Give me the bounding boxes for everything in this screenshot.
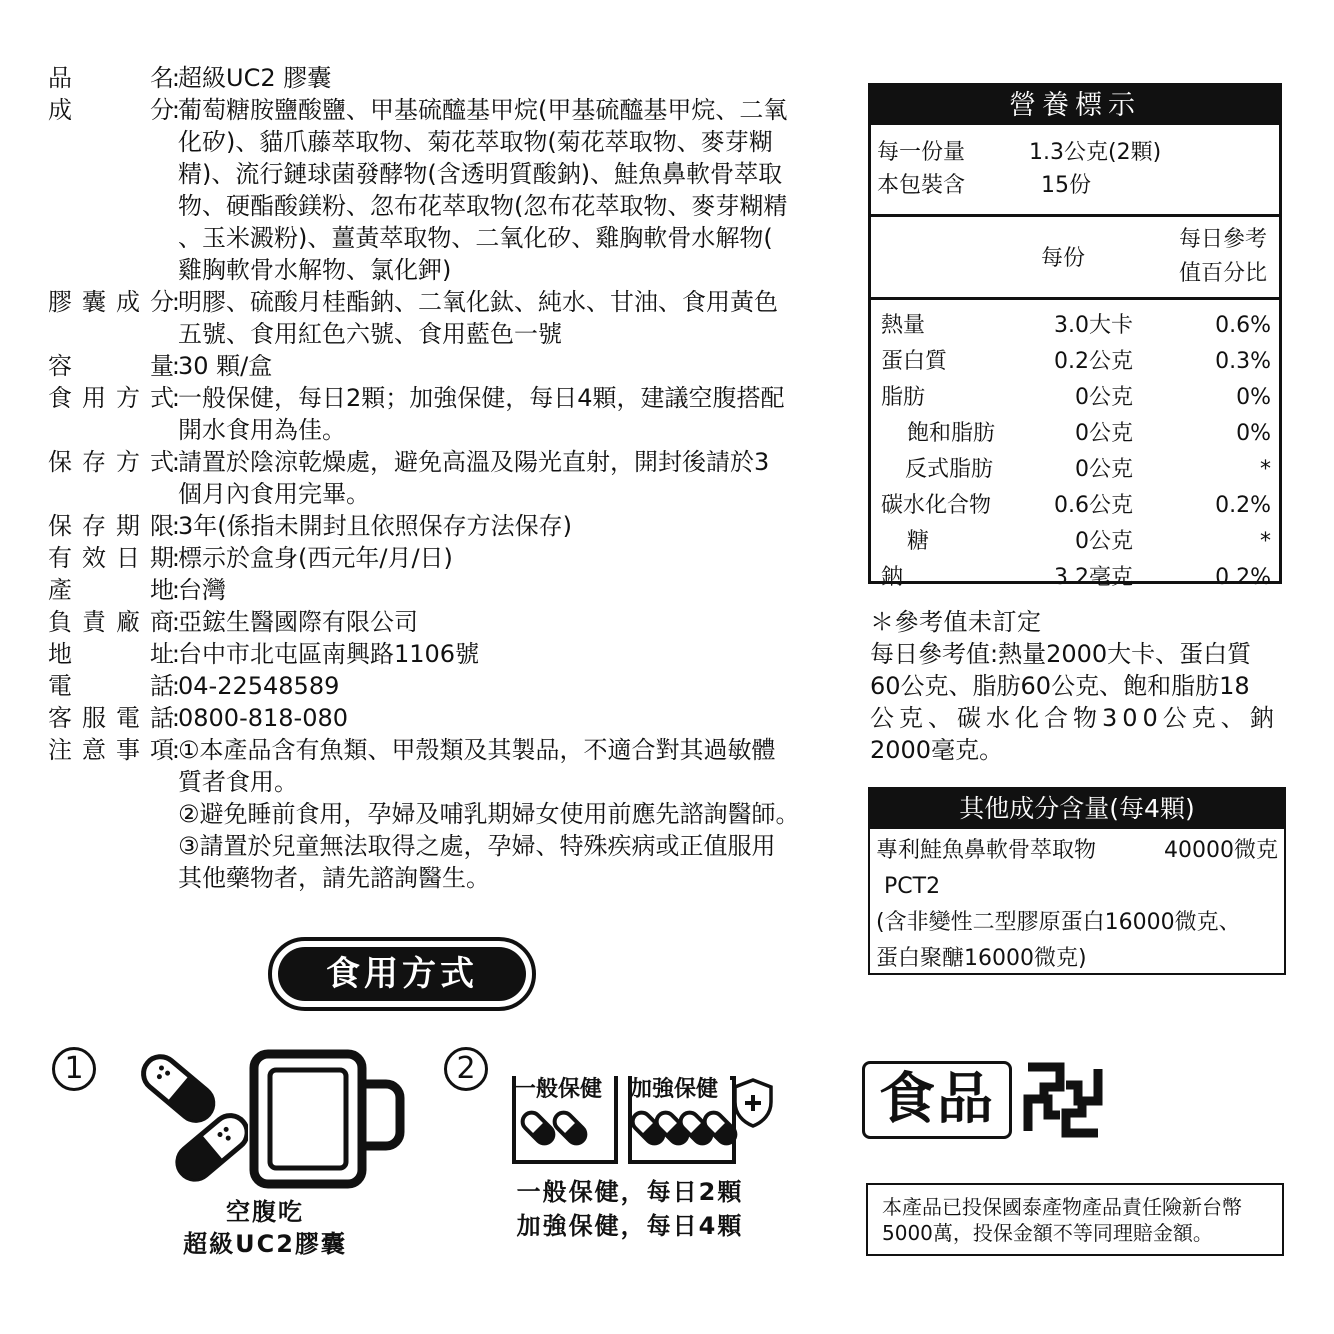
spec-label-colon: : [171,608,180,636]
spec-label-colon: : [171,704,180,732]
step-1-caption-line1: 空腹吃 [226,1198,304,1226]
spec-label-colon: : [171,288,180,316]
nutrient-amount: 0公克 [1075,529,1133,554]
nutrient-name: 熱量 [881,313,926,338]
spec-row-phone [48,670,823,702]
nutrient-name: 脂肪 [881,385,926,410]
spec-label [48,286,180,318]
spec-label-char: 產 [48,576,72,604]
spec-value-line: 精)、流行鏈球菌發酵物(含透明質酸鈉)、鮭魚鼻軟骨萃取 [178,160,783,188]
nutrient-daily-percent: 0% [1236,421,1271,446]
nutrition-row [871,560,1279,596]
spec-label-colon: : [171,512,180,540]
spec-row-name [48,62,823,94]
spec-label [48,94,180,126]
nutrition-rows [871,300,1279,596]
step-1-caption-line2: 超級UC2膠囊 [183,1230,347,1258]
step-2-caption-line2: 加強保健，每日4顆 [516,1212,744,1240]
spec-label-colon: : [171,544,180,572]
spec-label-char: 服 [82,704,106,732]
spec-value: 04-22548589 [178,672,340,700]
spec-label-char: 用 [82,384,106,412]
general-care-label: 一般保健 [514,1077,603,1102]
nutrient-name: 反式脂肪 [905,457,994,482]
enhanced-care-label: 加強保健 [630,1077,719,1102]
spec-label [48,606,180,638]
spec-value: 0800-818-080 [178,704,349,732]
spec-label [48,350,180,382]
spec-label-char: 有 [48,544,72,572]
nutrient-name: 飽和脂肪 [907,421,996,446]
step-2-caption-line1: 一般保健，每日2顆 [516,1178,744,1206]
spec-value-line: 葡萄糖胺鹽酸鹽、甲基硫醯基甲烷(甲基硫醯基甲烷、二氧 [178,96,788,124]
capsule-icon [128,1040,248,1190]
spec-label-char: 客 [48,704,72,732]
product-spec-list [48,62,823,894]
spec-label-char: 成 [116,288,140,316]
spec-label-char: 電 [48,672,72,700]
serving-label: 每一份量 [877,140,966,165]
spec-value: 標示於盒身(西元年/月/日) [178,544,453,572]
nutrient-name: 糖 [907,529,930,554]
nutrient-daily-percent: * [1260,457,1271,482]
mug-icon [248,1048,408,1194]
spec-label-char: 存 [82,512,106,540]
spec-label-char: 囊 [82,288,106,316]
spec-label [48,670,180,702]
spec-label-char: 址 [150,640,174,668]
spec-value-line: ②避免睡前食用，孕婦及哺乳期婦女使用前應先諮詢醫師。 [178,800,800,828]
spec-label-colon: : [171,640,180,668]
insurance-line2: 5000萬，投保金額不等同理賠金額。 [882,1221,1213,1245]
spec-value-line: 一般保健，每日2顆；加強保健，每日4顆，建議空腹搭配 [178,384,785,412]
spec-value: 亞鋐生醫國際有限公司 [178,608,418,636]
nutrient-daily-percent: 0% [1236,385,1271,410]
spec-label-char: 品 [48,64,72,92]
spec-value-line: 開水食用為佳。 [178,416,346,444]
reference-values [870,606,1290,766]
spec-label [48,510,180,542]
step-2-caption [500,1175,760,1243]
spec-label-char: 存 [82,448,106,476]
spec-label-char: 話 [150,672,174,700]
spec-label-char: 地 [150,576,174,604]
spec-label [48,574,180,606]
spec-value-line: 化矽)、貓爪藤萃取物、菊花萃取物(菊花萃取物、麥芽糊 [178,128,773,156]
other-ingredients-box [868,787,1286,975]
spec-row-expiry [48,542,823,574]
nutrient-name: 碳水化合物 [881,493,992,518]
spec-label-char: 地 [48,640,72,668]
usage-title-badge [268,937,536,1011]
serving-value: 1.3公克(2顆) [1029,140,1162,165]
spec-value-line: 五號、食用紅色六號、食用藍色一號 [178,320,562,348]
step-1-caption [160,1196,370,1260]
nutrient-daily-percent: * [1260,529,1271,554]
spec-label [48,62,180,94]
per-pack-value: 15份 [1041,173,1091,198]
nutrition-row [871,380,1279,416]
spec-label-char: 限 [150,512,174,540]
per-pack-label: 本包裝含 [877,173,966,198]
other-ingredients-title: 其他成分含量(每4顆) [870,789,1284,829]
reference-line: 2000毫克。 [870,736,1004,764]
spec-label-char: 方 [116,448,140,476]
spec-label-char: 膠 [48,288,72,316]
spec-value-line: 其他藥物者，請先諮詢醫生。 [178,864,490,892]
spec-label-char: 分 [150,96,174,124]
spec-value-line: 明膠、硫酸月桂酯鈉、二氧化鈦、純水、甘油、食用黃色 [178,288,778,316]
other-ingredient-amount: 40000微克 [1164,838,1278,863]
spec-label-colon: : [171,736,180,764]
spec-label-char: 式 [150,448,174,476]
spec-label [48,734,180,766]
insurance-notice [866,1183,1284,1256]
spec-row-usage [48,382,823,446]
spec-label-char: 期 [150,544,174,572]
spec-label-char: 保 [48,448,72,476]
nutrient-daily-percent: 0.2% [1215,493,1271,518]
spec-label-colon: : [171,576,180,604]
spec-label-char: 廠 [116,608,140,636]
nutrient-daily-percent: 0.3% [1215,349,1271,374]
food-category-mark: 食品 [862,1061,1012,1139]
spec-row-capsule [48,286,823,350]
nutrient-name: 蛋白質 [881,349,948,374]
spec-label-colon: : [171,672,180,700]
spec-value-line: 質者食用。 [178,768,298,796]
nutrient-amount: 3.2毫克 [1054,565,1133,590]
spec-label-char: 分 [150,288,174,316]
spec-row-notes [48,734,823,894]
step-1-number: 1 [52,1047,96,1091]
nutrition-row [871,524,1279,560]
col-daily-value [1179,223,1267,291]
spec-label-char: 名 [150,64,174,92]
nutrient-amount: 3.0大卡 [1054,313,1133,338]
spec-label-colon: : [171,448,180,476]
nutrient-amount: 0.2公克 [1054,349,1133,374]
nutrition-row [871,308,1279,344]
spec-row-ingredients [48,94,823,286]
nutrition-title: 營養標示 [871,86,1279,125]
spec-label-char: 保 [48,512,72,540]
spec-label-char: 效 [82,544,106,572]
shield-plus-icon [730,1076,776,1130]
spec-value: 30 顆/盒 [178,352,273,380]
nutrition-row [871,488,1279,524]
spec-label [48,638,180,670]
spec-value: 3年(係指未開封且依照保存方法保存) [178,512,572,540]
spec-value-line: ①本產品含有魚類、甲殼類及其製品，不適合對其過敏體 [178,736,776,764]
spec-value: 超級UC2 膠囊 [178,64,332,92]
nutrition-row [871,416,1279,452]
spec-row-shelf-life [48,510,823,542]
spec-value-line: 雞胸軟骨水解物、氯化鉀) [178,256,452,284]
nutrient-daily-percent: 0.6% [1215,313,1271,338]
spec-label-char: 意 [82,736,106,764]
nutrient-amount: 0公克 [1075,457,1133,482]
spec-row-origin [48,574,823,606]
spec-label-char: 話 [150,704,174,732]
spec-label-char: 日 [116,544,140,572]
spec-label-char: 責 [82,608,106,636]
spec-label-char: 商 [150,608,174,636]
nutrition-column-headers [871,217,1279,300]
spec-label-char: 方 [116,384,140,412]
spec-label-char: 容 [48,352,72,380]
spec-label-colon: : [171,96,180,124]
other-ingredient-item: 專利鮭魚鼻軟骨萃取物 [876,838,1097,863]
col-daily-line1: 每日參考 [1178,227,1267,252]
col-daily-line2: 值百分比 [1178,261,1267,286]
other-ingredient-line: PCT2 [884,874,941,899]
spec-label-colon: : [171,352,180,380]
nutrient-amount: 0.6公克 [1054,493,1133,518]
spec-label [48,382,180,414]
spec-label-char: 期 [116,512,140,540]
spec-label [48,702,180,734]
step-2-number: 2 [444,1047,488,1091]
reference-line: 每日參考值:熱量2000大卡、蛋白質 [870,640,1252,668]
spec-label-char: 項 [150,736,174,764]
reference-line: 60公克、脂肪60公克、飽和脂肪18 [870,672,1250,700]
spec-label-char: 電 [116,704,140,732]
col-per-serving: 每份 [1041,246,1086,271]
spec-label-char: 成 [48,96,72,124]
nutrient-daily-percent: 0.2% [1215,565,1271,590]
spec-row-address [48,638,823,670]
spec-label-char: 食 [48,384,72,412]
spec-label-char: 負 [48,608,72,636]
nutrition-row [871,344,1279,380]
other-ingredient-line: (含非變性二型膠原蛋白16000微克、 [876,910,1241,935]
spec-label-colon: : [171,384,180,412]
spec-row-capacity [48,350,823,382]
nutrient-name: 鈉 [881,565,904,590]
spec-label-char: 量 [150,352,174,380]
spec-label [48,542,180,574]
spec-value: 台中市北屯區南興路1106號 [178,640,480,668]
spec-label-char: 式 [150,384,174,412]
reference-line: 公克、碳水化合物300公克、鈉 [870,704,1279,732]
spec-value-line: 個月內食用完畢。 [178,480,370,508]
spec-value-line: 物、硬酯酸鎂粉、忽布花萃取物(忽布花萃取物、麥芽糊精 [178,192,788,220]
nutrient-amount: 0公克 [1075,385,1133,410]
spec-row-storage [48,446,823,510]
spec-label [48,446,180,478]
spec-value: 台灣 [178,576,226,604]
nutrition-facts-table [868,83,1282,590]
spec-label-char: 注 [48,736,72,764]
spec-label-char: 事 [116,736,140,764]
spec-row-manufacturer [48,606,823,638]
serving-info [871,125,1279,217]
spec-value-line: ③請置於兒童無法取得之處，孕婦、特殊疾病或正值服用 [178,832,776,860]
spec-row-service [48,702,823,734]
insurance-line1: 本產品已投保國泰產物產品責任險新台幣 [882,1195,1242,1219]
other-ingredient-line: 蛋白聚醣16000微克) [876,946,1087,971]
reference-note: ＊參考值未訂定 [870,608,1042,636]
nutrient-amount: 0公克 [1075,421,1133,446]
spec-label-colon: : [171,64,180,92]
recycle-mark-icon [1018,1059,1108,1141]
spec-value-line: 、玉米澱粉)、薑黃萃取物、二氧化矽、雞胸軟骨水解物( [178,224,773,252]
spec-value-line: 請置於陰涼乾燥處，避免高溫及陽光直射，開封後請於3 [178,448,770,476]
usage-title: 食用方式 [278,947,526,1001]
nutrition-row [871,452,1279,488]
